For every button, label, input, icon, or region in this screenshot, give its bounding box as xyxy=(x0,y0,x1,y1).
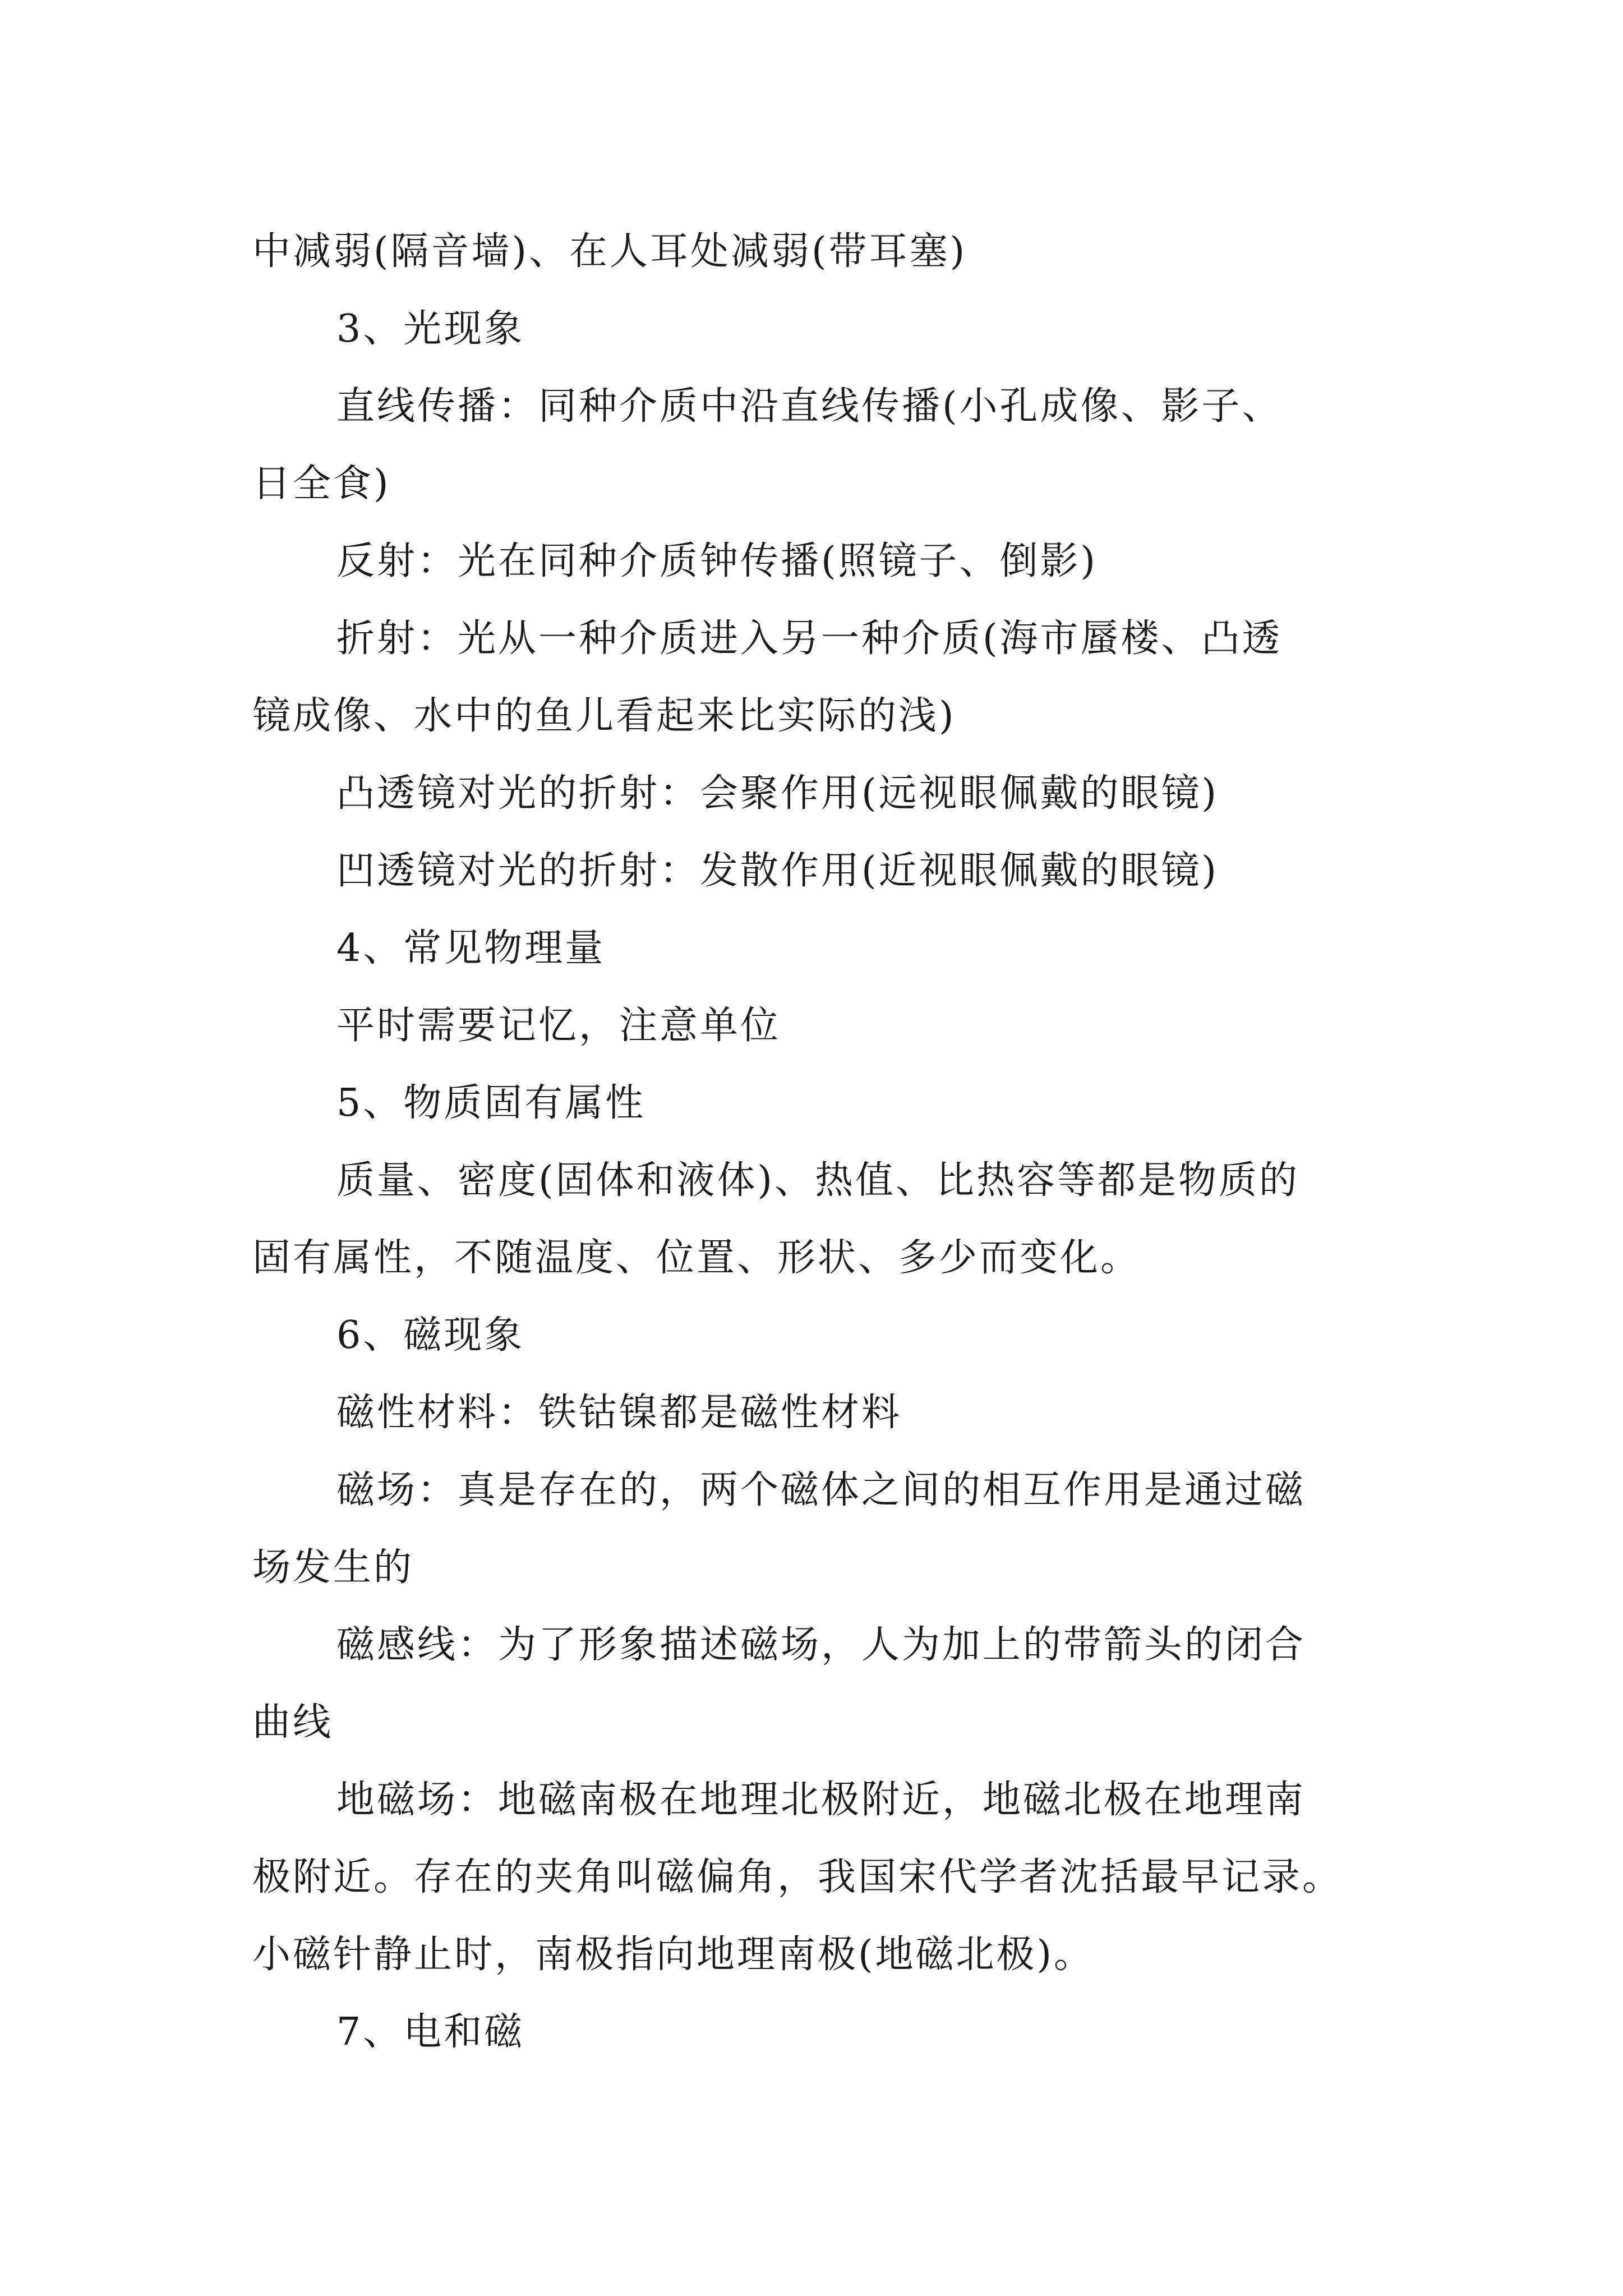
document-body xyxy=(252,213,1391,2071)
text-line: 场发生的 xyxy=(252,1545,414,1590)
text-line: 质量、密度(固体和液体)、热值、比热容等都是物质的 xyxy=(336,1158,1300,1203)
text-line: 直线传播：同种介质中沿直线传播(小孔成像、影子、 xyxy=(336,384,1283,429)
text-line: 磁场：真是存在的，两个磁体之间的相互作用是通过磁 xyxy=(336,1468,1306,1512)
text-line: 平时需要记忆，注意单位 xyxy=(336,1004,781,1048)
text-line: 地磁场：地磁南极在地理北极附近，地磁北极在地理南 xyxy=(336,1778,1306,1822)
text-line: 折射：光从一种介质进入另一种介质(海市蜃楼、凸透 xyxy=(336,616,1283,661)
text-line: 反射：光在同种介质钟传播(照镜子、倒影) xyxy=(336,539,1098,583)
text-line: 极附近。存在的夹角叫磁偏角，我国宋代学者沈括最早记录。 xyxy=(252,1855,1343,1899)
section-heading-light: 3、光现象 xyxy=(336,307,525,351)
section-heading-properties: 5、物质固有属性 xyxy=(336,1081,646,1125)
text-line: 磁感线：为了形象描述磁场，人为加上的带箭头的闭合 xyxy=(336,1623,1306,1667)
section-heading-electromagnetism: 7、电和磁 xyxy=(336,2010,525,2054)
section-heading-magnetism: 6、磁现象 xyxy=(336,1313,525,1358)
text-line: 小磁针静止时，南极指向地理南极(地磁北极)。 xyxy=(252,1932,1095,1977)
text-line: 中减弱(隔音墙)、在人耳处减弱(带耳塞) xyxy=(252,229,967,274)
text-line: 凸透镜对光的折射：会聚作用(远视眼佩戴的眼镜) xyxy=(336,771,1219,816)
text-line: 日全食) xyxy=(252,462,391,506)
text-line: 曲线 xyxy=(252,1700,334,1745)
text-line: 凹透镜对光的折射：发散作用(近视眼佩戴的眼镜) xyxy=(336,849,1219,893)
text-line: 镜成像、水中的鱼儿看起来比实际的浅) xyxy=(252,694,956,738)
text-line: 固有属性，不随温度、位置、形状、多少而变化。 xyxy=(252,1236,1141,1280)
text-line: 磁性材料：铁钴镍都是磁性材料 xyxy=(336,1391,902,1435)
section-heading-quantities: 4、常见物理量 xyxy=(336,926,606,970)
